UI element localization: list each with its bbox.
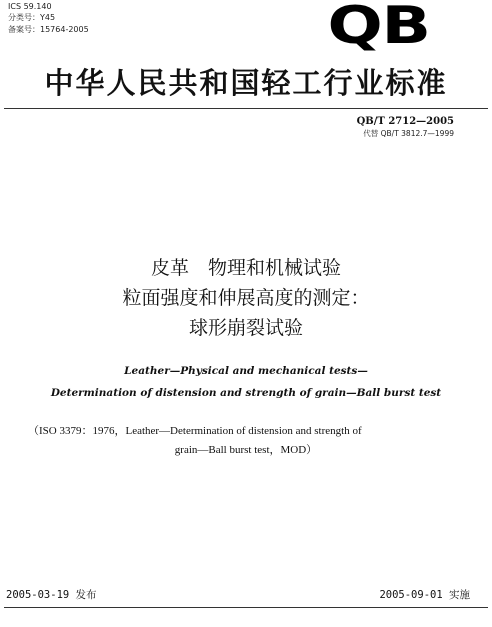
chinese-title-line-2: 粒面强度和伸展高度的测定： (122, 287, 370, 309)
chinese-title-line-3: 球形崩裂试验 (188, 317, 303, 339)
ics-code: ICS 59.140 (8, 2, 52, 11)
english-title-line-2: Determination of distension and strength of grain—Ball burst test (50, 387, 442, 399)
industry-standard-title: 中华人民共和国轻工行业标准 (44, 66, 448, 100)
issue-date: 2005-03-19 发布 (6, 589, 97, 601)
footer-divider (4, 607, 488, 608)
standard-number: QB/T 2712—2005 (356, 116, 454, 127)
header-divider (4, 108, 488, 109)
registration-number: 备案号：15764-2005 (8, 25, 89, 34)
chinese-title-line-1: 皮革 物理和机械试验 (150, 257, 341, 279)
english-title-line-1: Leather—Physical and mechanical tests— (124, 365, 368, 377)
iso-reference-line-1: （ISO 3379：1976，Leather—Determination of distension and strength of (28, 425, 362, 437)
implementation-date: 2005-09-01 实施 (379, 589, 470, 601)
replaces-standard: 代替 QB/T 3812.7—1999 (363, 129, 454, 138)
classification-number: 分类号：Y45 (8, 13, 56, 22)
qb-logo: QB (327, 0, 430, 56)
iso-reference-line-2: grain—Ball burst test，MOD） (174, 444, 318, 456)
